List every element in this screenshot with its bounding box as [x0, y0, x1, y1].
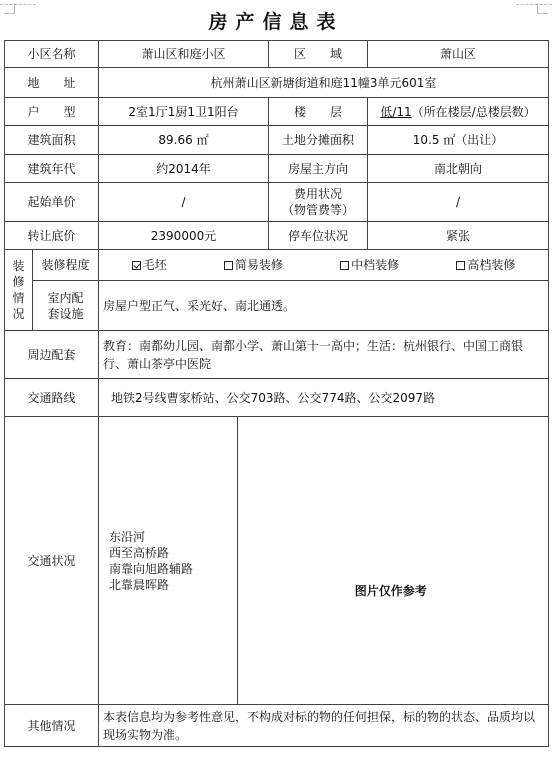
orientation-label: 房屋主方向 — [269, 155, 368, 183]
decoration-option-label: 简易装修 — [234, 258, 283, 272]
year-label: 建筑年代 — [5, 155, 99, 183]
traffic-line: 东沿河 — [109, 529, 146, 544]
table-row — [5, 417, 549, 705]
traffic-area — [99, 417, 549, 705]
area-value: 89.66 ㎡ — [99, 126, 269, 155]
decoration-option-high[interactable] — [456, 257, 515, 273]
table-row — [5, 222, 549, 250]
decoration-group-label — [5, 250, 33, 331]
decoration-option-rough[interactable] — [132, 257, 167, 273]
table-row — [5, 705, 549, 747]
table-row — [5, 155, 549, 183]
decoration-degree-options — [99, 250, 549, 281]
land-area-label: 土地分摊面积 — [269, 126, 368, 155]
table-row — [5, 41, 549, 68]
decoration-group-char: 装 — [12, 259, 25, 273]
decoration-option-label: 高档装修 — [467, 258, 516, 272]
decoration-option-label: 毛坯 — [142, 258, 167, 272]
surroundings-label: 周边配套 — [5, 331, 99, 379]
decoration-group-char: 况 — [12, 307, 25, 321]
parking-label: 停车位状况 — [269, 222, 368, 250]
decoration-option-mid[interactable] — [340, 257, 399, 273]
checkbox-icon[interactable] — [224, 261, 233, 270]
district-value: 萧山区 — [368, 41, 549, 68]
address-label: 地 址 — [5, 68, 99, 98]
address-value: 杭州萧山区新塘街道和庭11幢3单元601室 — [99, 68, 549, 98]
traffic-split — [103, 417, 544, 704]
facility-label-line1: 室内配 — [47, 290, 84, 305]
reserve-price-label: 转让底价 — [5, 222, 99, 250]
checkbox-icon[interactable] — [132, 261, 141, 270]
community-value: 萧山区和庭小区 — [99, 41, 269, 68]
table-row — [5, 68, 549, 98]
fee-value: / — [368, 183, 549, 222]
other-label: 其他情况 — [5, 705, 99, 747]
facility-label — [33, 281, 99, 331]
orientation-value: 南北朝向 — [368, 155, 549, 183]
floor-value-main: 低/11 — [380, 104, 412, 119]
fee-label-line1: 费用状况 — [294, 187, 343, 201]
table-row — [5, 126, 549, 155]
layout-label: 户 型 — [5, 98, 99, 126]
decoration-option-label: 中档装修 — [351, 258, 400, 272]
traffic-line: 南靠向旭路辅路 — [109, 561, 194, 576]
photo-note: 图片仅作参考 — [354, 583, 427, 598]
table-row — [5, 331, 549, 379]
checkbox-icon[interactable] — [456, 261, 465, 270]
floor-value — [368, 98, 549, 126]
property-info-table — [4, 40, 549, 747]
start-price-label: 起始单价 — [5, 183, 99, 222]
community-label: 小区名称 — [5, 41, 99, 68]
traffic-line: 北靠晨晖路 — [109, 577, 170, 592]
fee-label — [269, 183, 368, 222]
facility-value: 房屋户型正气、采光好、南北通透。 — [99, 281, 549, 331]
traffic-label: 交通状况 — [5, 417, 99, 705]
decoration-degree-row — [5, 250, 549, 281]
checkbox-icon[interactable] — [340, 261, 349, 270]
decoration-group-char: 情 — [12, 291, 25, 305]
area-label: 建筑面积 — [5, 126, 99, 155]
transport-label: 交通路线 — [5, 379, 99, 417]
traffic-line: 西至高桥路 — [109, 545, 170, 560]
layout-value: 2室1厅1厨1卫1阳台 — [99, 98, 269, 126]
reserve-price-value: 2390000元 — [99, 222, 269, 250]
decoration-degree-label: 装修程度 — [33, 250, 99, 281]
transport-value: 地铁2号线曹家桥站、公交703路、公交774路、公交2097路 — [99, 379, 549, 417]
traffic-directions — [103, 417, 237, 704]
document-title: 房产信息表 — [208, 11, 344, 33]
table-row — [5, 379, 549, 417]
year-value: 约2014年 — [99, 155, 269, 183]
parking-value: 紧张 — [368, 222, 549, 250]
photo-placeholder — [237, 417, 544, 704]
other-value: 本表信息均为参考性意见，不构成对标的物的任何担保，标的物的状态、品质均以现场实物为准。 — [99, 705, 549, 747]
table-row — [5, 98, 549, 126]
decoration-option-simple[interactable] — [224, 257, 283, 273]
surroundings-value: 教育：南都幼儿园、南都小学、萧山第十一高中；生活：杭州银行、中国工商银行、萧山茶亭中医院 — [99, 331, 549, 379]
table-row — [5, 183, 549, 222]
floor-value-note: （所在楼层/总楼层数） — [411, 104, 536, 119]
land-area-value: 10.5 ㎡（出让） — [368, 126, 549, 155]
district-label: 区 域 — [269, 41, 368, 68]
fee-label-line2: （物管费等） — [282, 203, 355, 217]
decoration-facility-row — [5, 281, 549, 331]
decoration-group-char: 修 — [12, 275, 25, 289]
start-price-value: / — [99, 183, 269, 222]
floor-label: 楼 层 — [269, 98, 368, 126]
facility-label-line2: 套设施 — [47, 306, 84, 321]
